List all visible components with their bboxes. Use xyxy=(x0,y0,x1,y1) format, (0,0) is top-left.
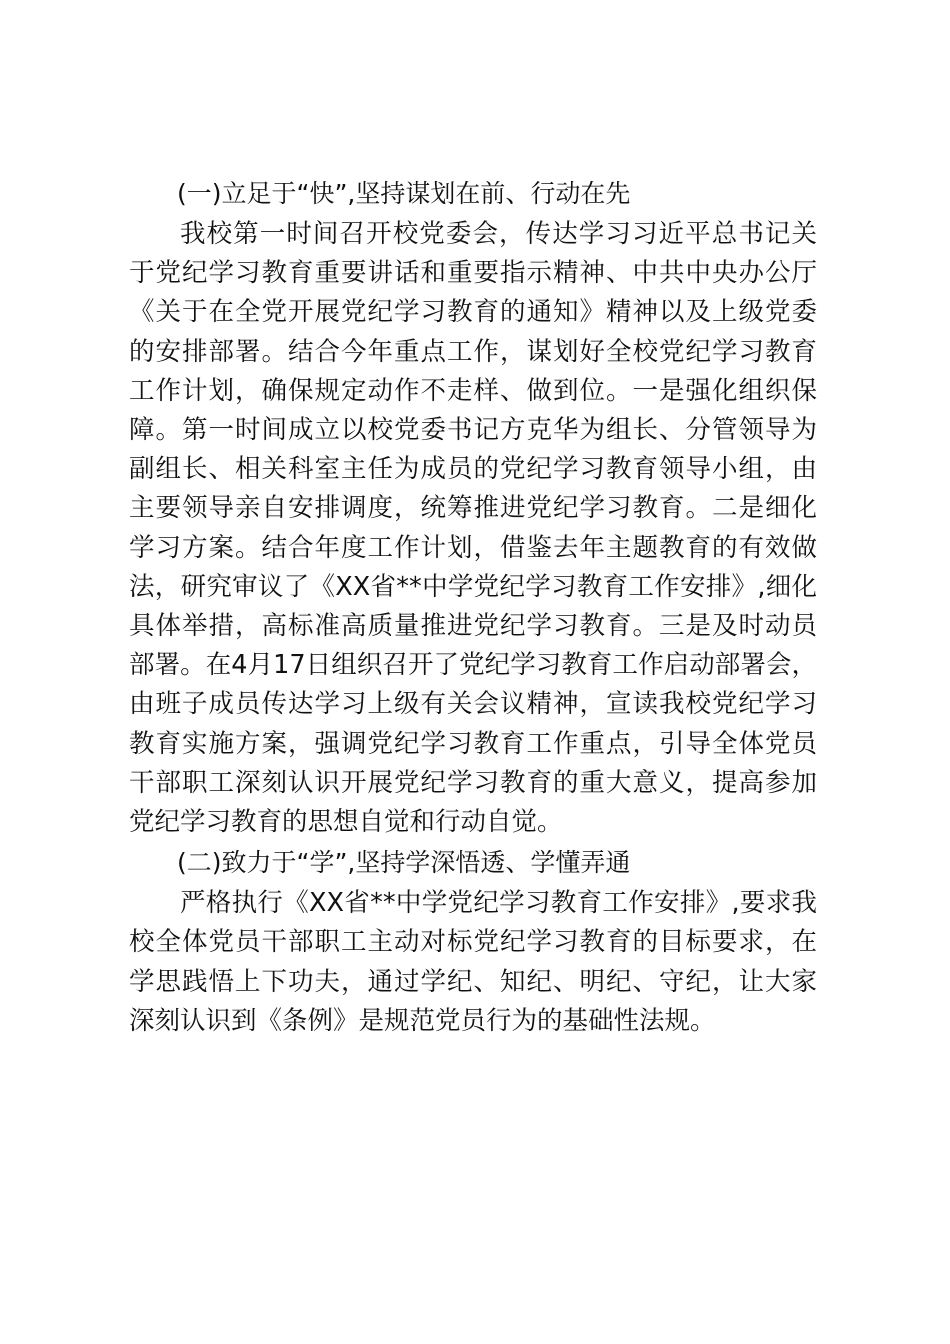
section-heading-2: (二)致力于“学”,坚持学深悟透、学懂弄通 xyxy=(177,848,631,878)
document-body xyxy=(129,174,817,1041)
section-heading-1: (一)立足于“快”,坚持谋划在前、行动在先 xyxy=(177,179,631,208)
section-paragraph-2: 严格执行《XX省**中学党纪学习教育工作安排》,要求我校全体党员干部职工主动对标党纪学习教育的目标要求，在学思践悟上下功夫，通过学纪、知纪、明纪、守纪，让大家深刻认识到《条例》是规范党员行为的基础性法规。 xyxy=(129,888,817,1036)
section-paragraph-1: 我校第一时间召开校党委会，传达学习习近平总书记关于党纪学习教育重要讲话和重要指示精神、中共中央办公厅《关于在全党开展党纪学习教育的通知》精神以及上级党委的安排部署。结合今年重点工作，谋划好全校党纪学习教育工作计划，确保规定动作不走样、做到位。一是强化组织保障。第一时间成立以校党委书记方克华为组长、分管领导为副组长、相关科室主任为成员的党纪学习教育领导小组，由主要领导亲自安排调度，统筹推进党纪学习教育。二是细化学习方案。结合年度工作计划，借鉴去年主题教育的有效做法，研究审议了《XX省**中学党纪学习教育工作安排》,细化具体举措，高标准高质量推进党纪学习教育。三是及时动员部署。在4月17日组织召开了党纪学习教育工作启动部署会，由班子成员传达学习上级有关会议精神，宣读我校党纪学习教育实施方案，强调党纪学习教育工作重点，引导全体党员干部职工深刻认识开展党纪学习教育的重大意义，提高参加党纪学习教育的思想自觉和行动自觉。 xyxy=(129,219,817,838)
